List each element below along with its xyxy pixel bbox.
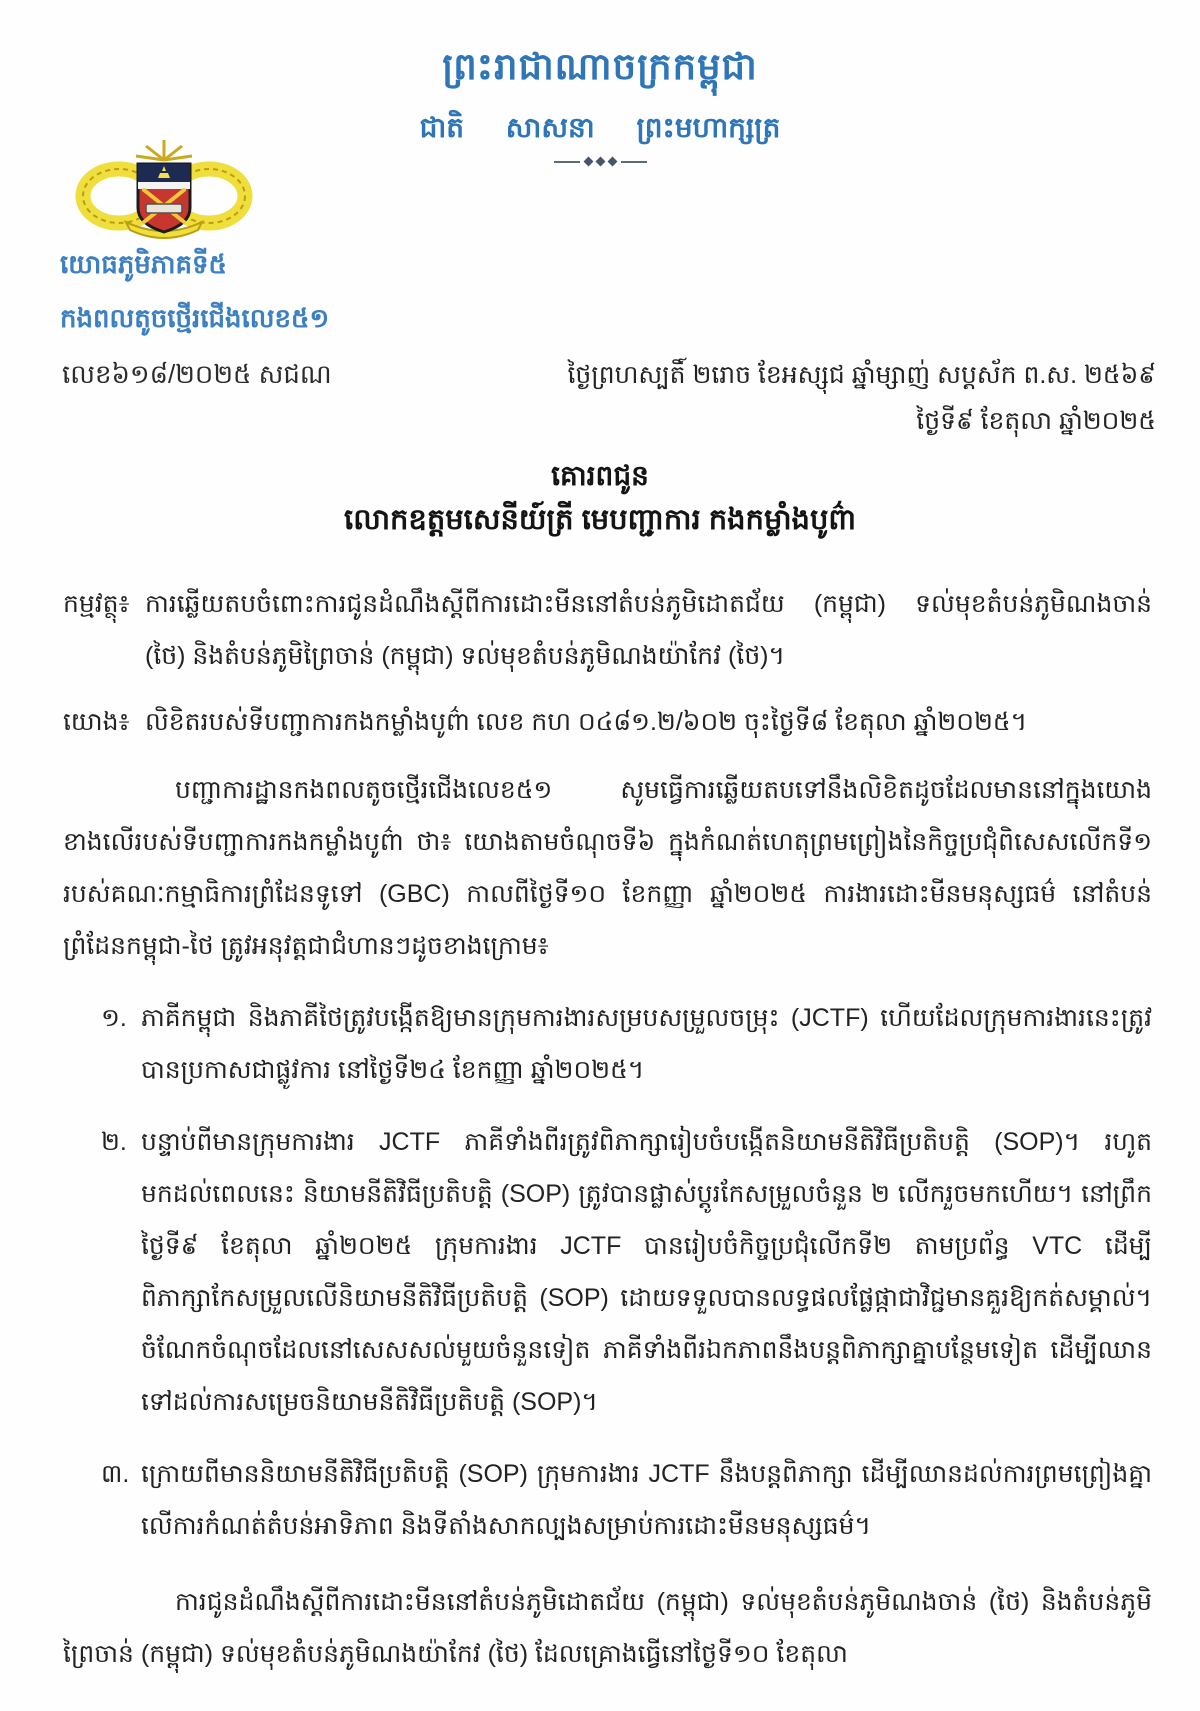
item-text: បន្ទាប់ពីមានក្រុមការងារ JCTF ភាគីទាំងពីរត្រូវពិភាក្សារៀបចំបង្កើតនិយាមនីតិវិធីប្រតិបត្តិ (SOP)។ រហូតមកដល់ពេលនេះ និយាមនីតិវិធីប្រតិបត្តិ (SOP) ត្រូវបានផ្លាស់ប្ដូរកែសម្រួលចំនួន ២ លើករួចមកហើយ។ នៅព្រឹកថ្ងៃទី៩ ខែតុលា ឆ្នាំ២០២៥ ក្រុមការងារ JCTF បានរៀបចំកិច្ចប្រជុំលើកទី២ តាមប្រព័ន្ធ VTC ដើម្បីពិភាក្សាកែសម្រួលលើនិយាមនីតិវិធីប្រតិបត្តិ (SOP) ដោយទទួលបានលទ្ធផលផ្លែផ្កាជាវិជ្ជមានគួរឱ្យកត់សម្គាល់។ ចំណែកចំណុចដែលនៅសេសសល់មួយចំនួនទៀត ភាគីទាំងពីរឯកភាពនឹងបន្តពិភាក្សាគ្នាបន្ថែមទៀត ដើម្បីឈានទៅដល់ការសម្រេចនិយាមនីតិវិធីប្រតិបត្តិ (SOP)។ — [141, 1128, 1152, 1416]
brigade-emblem-icon — [72, 138, 256, 242]
divider-diamond — [607, 157, 617, 167]
list-item — [63, 992, 1152, 1096]
dateline — [567, 352, 1156, 445]
subject-label: កម្មវត្ថុ៖ — [63, 590, 130, 618]
intro-paragraph: បញ្ជាការដ្ឋានកងពលតូចថ្មើរជើងលេខ៥១ សូមធ្វើការឆ្លើយតបទៅនឹងលិខិតដូចដែលមាននៅក្នុងយោងខាងលើរបស់ទីបញ្ជាការកងកម្លាំងបូព៌ា ថា៖ យោងតាមចំណុចទី៦ ក្នុងកំណត់ហេតុព្រមព្រៀងនៃកិច្ចប្រជុំពិសេសលើកទី១ របស់គណៈកម្មាធិការព្រំដែនទូទៅ (GBC) កាលពីថ្ងៃទី១០ ខែកញ្ញា ឆ្នាំ២០២៥ ការងារដោះមីនមនុស្សធម៌ នៅតំបន់ព្រំដែនកម្ពុជា-ថៃ ត្រូវអនុវត្តជាជំហានៗដូចខាងក្រោម៖ — [63, 776, 1152, 960]
letter-body — [63, 578, 1152, 1680]
national-motto: ជាតិ សាសនា ព្រះមហាក្សត្រ — [419, 112, 781, 143]
reference-text: លិខិតរបស់ទីបញ្ជាការកងកម្លាំងបូព៌ា លេខ កហ ០៤៨១.២/៦០២ ចុះថ្ងៃទី៨ ខែតុលា ឆ្នាំ២០២៥។ — [145, 708, 1028, 736]
subject-row — [63, 578, 1152, 682]
reference-label: យោង៖ — [63, 708, 130, 736]
lunar-date: ថ្ងៃព្រហស្បតិ៍ ២រោច ខែអស្សុជ ឆ្នាំម្សាញ់ សប្តស័ក ព.ស. ២៥៦៩ — [567, 361, 1156, 389]
salutation-addressee: លោកឧត្តមសេនីយ៍ត្រី មេបញ្ជាការ កងកម្លាំងបូព៌ា — [343, 504, 856, 536]
numbered-list — [63, 992, 1152, 1552]
reference-row — [63, 696, 1152, 748]
item-text: ក្រោយពីមាននិយាមនីតិវិធីប្រតិបត្តិ (SOP) ក្រុមការងារ JCTF នឹងបន្តពិភាក្សា ដើម្បីឈានដល់ការព្រមព្រៀងគ្នាលើការកំណត់តំបន់អាទិភាព និងទីតាំងសាកល្បងសម្រាប់ការដោះមីនមនុស្សធម៌។ — [141, 1460, 1152, 1540]
kingdom-title: ព្រះរាជាណាចក្រកម្ពុជា — [442, 46, 758, 87]
military-region-line: យោធភូមិភាគទី៥ — [60, 249, 227, 279]
item-number: ១. — [101, 1004, 127, 1032]
gregorian-date: ថ្ងៃទី៩ ខែតុលា ឆ្នាំ២០២៥ — [916, 407, 1156, 436]
salutation-heading: គោរពជូន — [551, 460, 649, 491]
closing-paragraph: ការជូនដំណឹងស្ដីពីការដោះមីននៅតំបន់ភូមិដោតជ័យ (កម្ពុជា) ទល់មុខតំបន់ភូមិណងចាន់ (ថៃ) និងតំបន់ភូមិព្រៃចាន់ (កម្ពុជា) ទល់មុខតំបន់ភូមិណងយ៉ាកែវ (ថៃ) ដែលគ្រោងធ្វើនៅថ្ងៃទី១០ ខែតុលា — [63, 1588, 1152, 1668]
divider-diamond — [583, 157, 593, 167]
divider-diamond — [595, 157, 605, 167]
reference-number: លេខ៦១៨/២០២៥ សជណ — [62, 359, 332, 389]
divider-dash — [554, 161, 580, 163]
subject-text: ការឆ្លើយតបចំពោះការជូនដំណឹងស្ដីពីការដោះមីននៅតំបន់ភូមិដោតជ័យ (កម្ពុជា) ទល់មុខតំបន់ភូមិណងចាន់ (ថៃ) និងតំបន់ភូមិព្រៃចាន់ (កម្ពុជា) ទល់មុខតំបន់ភូមិណងយ៉ាកែវ (ថៃ)។ — [145, 590, 1152, 670]
item-text: ភាគីកម្ពុជា និងភាគីថៃត្រូវបង្កើតឱ្យមានក្រុមការងារសម្របសម្រួលចម្រុះ (JCTF) ហើយដែលក្រុមការងារនេះត្រូវបានប្រកាសជាផ្លូវការ នៅថ្ងៃទី២៤ ខែកញ្ញា ឆ្នាំ២០២៥។ — [141, 1004, 1152, 1084]
item-number: ៣. — [101, 1460, 130, 1488]
item-number: ២. — [101, 1128, 127, 1156]
list-item — [63, 1448, 1152, 1552]
divider-dash — [621, 161, 647, 163]
list-item — [63, 1116, 1152, 1428]
brigade-name-line: កងពលតូចថ្មើរជើងលេខ៥១ — [60, 303, 330, 333]
